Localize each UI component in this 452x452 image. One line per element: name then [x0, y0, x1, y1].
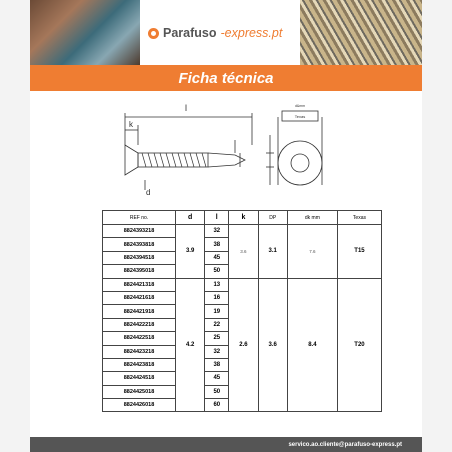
screws-photo	[300, 0, 422, 65]
ref-cell: 8824421918	[103, 305, 176, 318]
l-cell: 50	[205, 265, 229, 278]
header	[30, 0, 422, 65]
ref-cell: 8824421318	[103, 278, 176, 291]
brand-domain: -express.pt	[220, 26, 283, 40]
header-dkmm: dk mm	[287, 211, 337, 225]
logo-icon	[148, 28, 159, 39]
brand-name: Parafuso	[163, 26, 217, 40]
dim-label-drive: Texas	[294, 114, 306, 119]
page-title: Ficha técnica	[178, 69, 274, 87]
l-cell: 16	[205, 291, 229, 304]
header-dp: DP	[258, 211, 287, 225]
title-banner	[30, 65, 422, 91]
header-d: d	[176, 211, 205, 225]
dkmm-cell: 8.4	[287, 278, 337, 412]
header-l: l	[205, 211, 229, 225]
l-cell: 32	[205, 345, 229, 358]
l-cell: 19	[205, 305, 229, 318]
dim-label-l: l	[185, 103, 187, 113]
footer	[30, 437, 422, 452]
workshop-photo	[30, 0, 140, 65]
texas-cell: T15	[337, 225, 381, 279]
dim-label-top: d&mm	[294, 104, 306, 108]
l-cell: 25	[205, 332, 229, 345]
l-cell: 45	[205, 372, 229, 385]
table-row	[103, 225, 382, 238]
texas-cell: T20	[337, 278, 381, 412]
ref-cell: 8824421618	[103, 291, 176, 304]
l-cell: 45	[205, 251, 229, 264]
screw-drawing	[30, 95, 422, 205]
l-cell: 32	[205, 225, 229, 238]
header-k: k	[229, 211, 258, 225]
dp-cell: 3.1	[258, 225, 287, 279]
l-cell: 50	[205, 385, 229, 398]
d-cell: 3.9	[176, 225, 205, 279]
l-cell: 38	[205, 238, 229, 251]
ref-cell: 8824393818	[103, 238, 176, 251]
spec-table	[102, 210, 382, 412]
d-cell: 4.2	[176, 278, 205, 412]
datasheet-page	[30, 0, 422, 452]
l-cell: 60	[205, 399, 229, 412]
l-cell: 22	[205, 318, 229, 331]
l-cell: 38	[205, 358, 229, 371]
ref-cell: 8824393218	[103, 225, 176, 238]
brand-logo	[148, 26, 282, 40]
ref-cell: 8824395018	[103, 265, 176, 278]
ref-cell: 8824423218	[103, 345, 176, 358]
ref-cell: 8824425018	[103, 385, 176, 398]
k-cell: 2.6	[229, 278, 258, 412]
ref-cell: 8824422218	[103, 318, 176, 331]
dim-label-d: d	[146, 188, 151, 197]
dim-label-k: k	[129, 120, 133, 129]
header-texas: Texas	[337, 211, 381, 225]
table-row	[103, 278, 382, 291]
ref-cell: 8824426018	[103, 399, 176, 412]
ref-cell: 8824424518	[103, 372, 176, 385]
header-ref: REF no.	[103, 211, 176, 225]
dp-cell: 3.6	[258, 278, 287, 412]
k-cell: 3.6	[229, 225, 258, 279]
ref-cell: 8824394518	[103, 251, 176, 264]
l-cell: 13	[205, 278, 229, 291]
ref-cell: 8824422518	[103, 332, 176, 345]
support-email: servico.ao.cliente@parafuso-express.pt	[288, 441, 402, 448]
ref-cell: 8824423818	[103, 358, 176, 371]
dkmm-cell: 7.6	[287, 225, 337, 279]
